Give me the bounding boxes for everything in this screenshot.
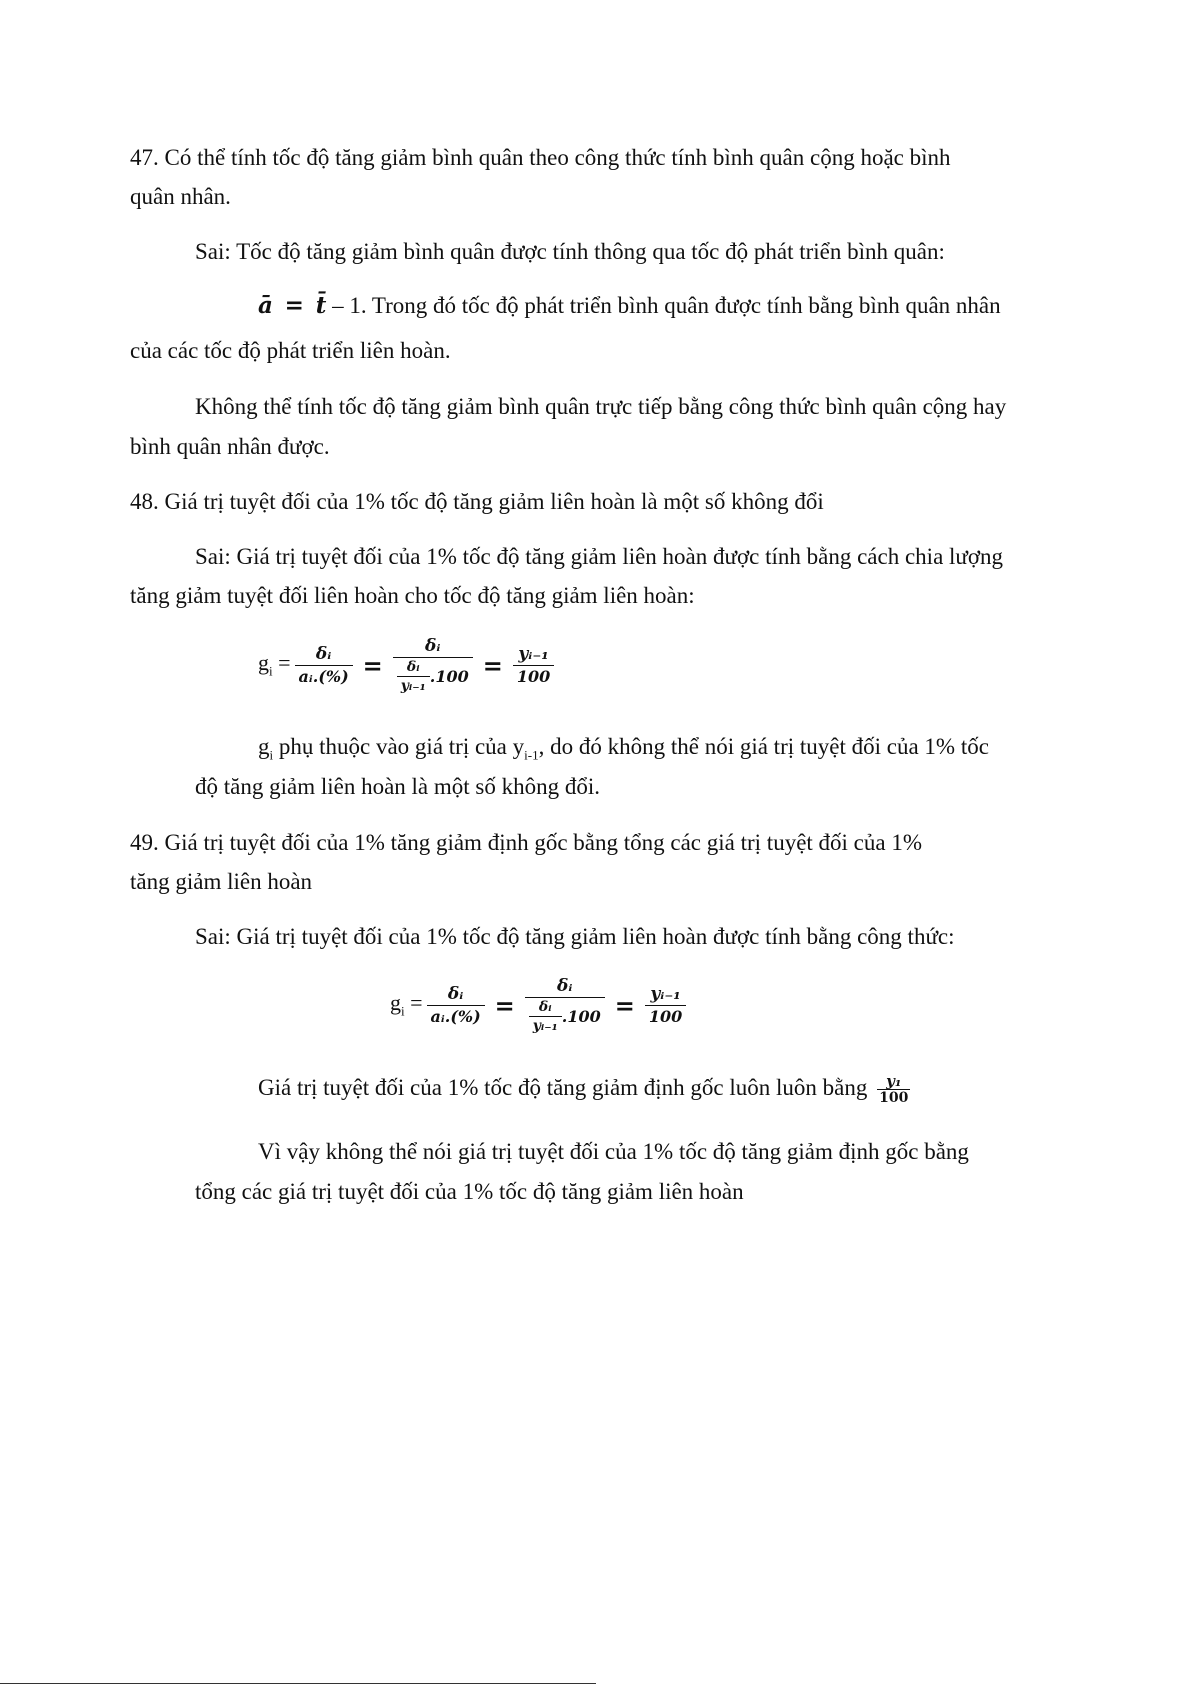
formula-g: $g_i$ = (390, 990, 423, 1019)
q47-answer-line5: bình quân nhân được. (130, 434, 330, 459)
q47-answer-line4: Không thể tính tốc độ tăng giảm bình quân trực tiếp bằng công thức bình quân cộng hay (195, 394, 1007, 419)
formula-y1-over-100: $\frac{\text{y₁}}{100}$ (879, 1072, 909, 1107)
formula-gi-2: $g_i$ = $\frac{\text{δᵢ}}{\text{aᵢ.(\%)}}$ = δᵢ $\frac{\text{δᵢ}}{\text{yᵢ₋₁}}$ .100 = $\frac{\text{yᵢ₋₁}}{100}$ (390, 976, 690, 1034)
footnote-rule (0, 1683, 596, 1684)
formula-g: $g_i$ = (258, 650, 291, 679)
formula-t-bar: t̄ (315, 292, 327, 319)
q48-note-line1: $g_i$ phụ thuộc vào giá trị của $y_{i-1}$, do đó không thể nói giá trị tuyệt đối của 1% tốc (258, 734, 989, 763)
formula-frac-1: $\frac{\text{δᵢ}}{\text{aᵢ.(\%)}}$ (295, 644, 353, 687)
q48-answer-line2: tăng giảm tuyệt đối liên hoàn cho tốc độ tăng giảm liên hoàn: (130, 583, 695, 608)
formula-frac-1: $\frac{\text{δᵢ}}{\text{aᵢ.(\%)}}$ (427, 984, 485, 1027)
q49-base-line: Giá trị tuyệt đối của 1% tốc độ tăng giảm định gốc luôn luôn bằng $\frac{\text{y₁}}{100}$ (258, 1072, 909, 1107)
q47-answer-line1: Sai: Tốc độ tăng giảm bình quân được tính thông qua tốc độ phát triển bình quân: (195, 239, 945, 264)
formula-frac-3: $\frac{\text{yᵢ₋₁}}{100}$ (645, 984, 686, 1027)
q47-answer-line2 (258, 291, 1001, 321)
formula-frac-3: $\frac{\text{yᵢ₋₁}}{100}$ (513, 644, 554, 687)
formula-equals: = (284, 292, 304, 319)
formula-a-bar: ā (258, 292, 273, 319)
q49-conclusion-line2: tổng các giá trị tuyệt đối của 1% tốc độ tăng giảm liên hoàn (195, 1179, 744, 1204)
q49-line1: 49. Giá trị tuyệt đối của 1% tăng giảm định gốc bằng tổng các giá trị tuyệt đối của 1% (130, 830, 923, 855)
q47-line2: quân nhân. (130, 184, 231, 209)
formula-frac-2: δᵢ $\frac{\text{δᵢ}}{\text{yᵢ₋₁}}$ .100 (525, 976, 605, 1034)
q48-answer-line1: Sai: Giá trị tuyệt đối của 1% tốc độ tăng giảm liên hoàn được tính bằng cách chia lượng (195, 544, 1004, 569)
q48-note-line2: độ tăng giảm liên hoàn là một số không đổi. (195, 774, 601, 799)
q49-conclusion-line1: Vì vậy không thể nói giá trị tuyệt đối của 1% tốc độ tăng giảm định gốc bằng (258, 1139, 969, 1164)
q47-line1: 47. Có thể tính tốc độ tăng giảm bình quân theo công thức tính bình quân cộng hoặc bình (130, 145, 951, 170)
q49-line2: tăng giảm liên hoàn (130, 869, 313, 894)
q48-line1: 48. Giá trị tuyệt đối của 1% tốc độ tăng giảm liên hoàn là một số không đổi (130, 489, 824, 514)
formula-frac-2: δᵢ $\frac{\text{δᵢ}}{\text{yᵢ₋₁}}$ .100 (393, 636, 473, 694)
q47-answer-line2-text: – 1. Trong đó tốc độ phát triển bình quân được tính bằng bình quân nhân (326, 293, 1001, 318)
formula-gi-1: $g_i$ = $\frac{\text{δᵢ}}{\text{aᵢ.(\%)}}$ = δᵢ $\frac{\text{δᵢ}}{\text{yᵢ₋₁}}$ .100 = $\frac{\text{yᵢ₋₁}}{100}$ (258, 636, 558, 694)
q49-answer-line1: Sai: Giá trị tuyệt đối của 1% tốc độ tăng giảm liên hoàn được tính bằng công thức: (195, 924, 955, 949)
q47-answer-line3: của các tốc độ phát triển liên hoàn. (130, 338, 451, 363)
